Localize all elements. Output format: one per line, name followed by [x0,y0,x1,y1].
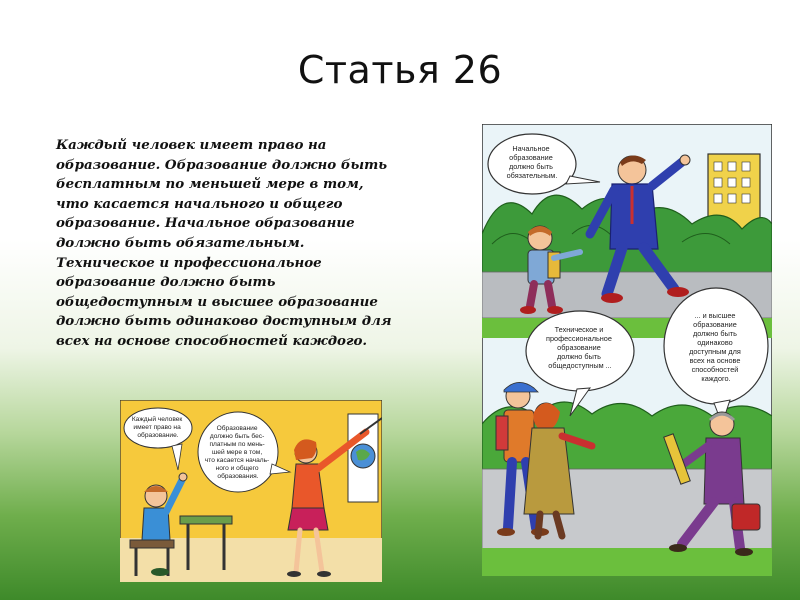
article-line: должно быть обязательным. [56,234,305,251]
svg-text:Каждый человек имеет пра [132,415,184,439]
article-line: образование должно быть [56,274,276,291]
bubble-line: должно быть [692,329,737,338]
bubble-line: должно быть [556,352,601,361]
article-text [56,136,436,352]
classroom-illustration [120,400,382,582]
article-line: общедоступным и высшее образование [56,293,378,310]
bubble-line: платным по мень- [209,441,265,448]
bubble-line: образования. [217,473,259,480]
bubble-line: Начальное [512,144,550,153]
article-line: что касается начального и общего [56,195,343,212]
article-line: должно быть одинаково доступным для [56,313,392,330]
bubble-line: общедоступным ... [548,361,612,370]
article-line: бесплатным по меньшей мере в том, [56,176,364,193]
article-line: Техническое и профессиональное [56,254,322,271]
bubble-line: что касается началь- [204,457,270,464]
article-line: Каждый человек имеет право на [56,137,327,153]
bubble-line: должно быть [508,162,553,171]
bubble-line: одинаково [697,338,733,347]
article-line: всех на основе способностей каждого. [56,332,368,349]
street-scene-illustration [482,124,772,576]
bubble-line: ... и высшее [694,311,736,320]
svg-text:... и высшее образование [689,311,743,383]
svg-text:Начальное образование [507,144,558,180]
bubble-line: образование [557,343,601,352]
article-line: образование. Начальное образование [56,215,355,232]
bubble-line: ного и общего [215,465,259,472]
bubble-line: образование [693,320,737,329]
bubble-line: способностей [691,365,739,374]
slide-title: Статья 26 [297,48,503,92]
article-line: образование. Образование должно быть [56,156,388,173]
bubble-line: профессиональное [546,334,612,343]
bubble-line: Образование [216,425,258,432]
bubble-line: образование. [137,432,179,439]
wall-map [348,414,378,502]
bubble-line: доступным для [689,347,741,356]
bubble-line: образование [509,153,553,162]
bubble-line: всех на основе [689,356,741,365]
bubble-line: имеет право на [133,424,181,431]
bubble-line: обязательным. [506,171,558,180]
bubble-line: шей мере в том, [212,449,263,456]
bubble-line: должно быть бес- [209,433,265,440]
bubble-line: каждого. [701,374,731,383]
bubble-line: Техническое и [554,325,604,334]
bubble-line: Каждый человек [131,416,183,423]
